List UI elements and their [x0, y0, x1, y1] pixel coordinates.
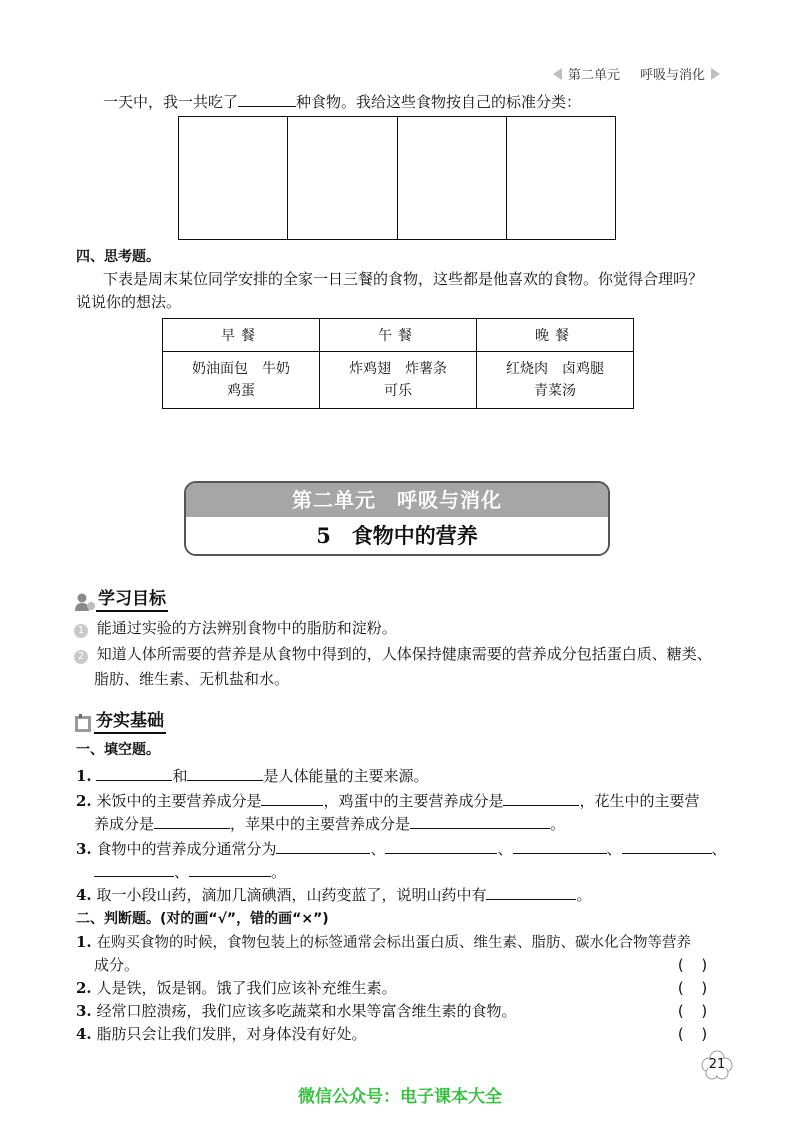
goals-title: 学习目标	[96, 584, 168, 612]
fill-q3: 3. 食物中的营养成分通常分为 、 、 、 、	[76, 840, 727, 858]
goal-item-2-cont: 脂肪、维生素、无机盐和水。	[94, 670, 290, 688]
judge-item-1-cont: 成分。	[94, 956, 140, 974]
answer-blank[interactable]	[385, 839, 497, 854]
judge-paren-2[interactable]: ( )	[676, 979, 710, 997]
left-triangle-icon	[553, 68, 562, 80]
judge-item-4: 4. 脂肪只会让我们发胖，对身体没有好处。	[76, 1025, 367, 1043]
classification-cell[interactable]	[507, 117, 615, 239]
meal-header-lunch: 午餐	[320, 319, 477, 352]
unit-banner-title: 第二单元 呼吸与消化	[186, 483, 608, 517]
header-unit: 第二单元	[567, 68, 620, 83]
food-count-blank[interactable]	[238, 92, 296, 107]
lesson-title: 5 食物中的营养	[186, 517, 608, 554]
answer-blank[interactable]	[486, 885, 576, 900]
running-header	[553, 64, 720, 83]
number-badge-icon: 2	[74, 650, 88, 664]
page-number: 21	[700, 1050, 734, 1080]
number-badge-icon: 1	[74, 624, 88, 638]
food-count-line: 一天中，我一共吃了 种食物。我给这些食物按自己的标准分类：	[103, 93, 582, 111]
fill-q4: 4. 取一小段山药，滴加几滴碘酒，山药变蓝了，说明山药中有 。	[76, 886, 592, 904]
meal-header-dinner: 晚餐	[477, 319, 634, 352]
classification-grid	[178, 116, 616, 240]
goals-heading	[74, 584, 168, 612]
judge-item-3: 3. 经常口腔溃疡，我们应该多吃蔬菜和水果等富含维生素的食物。	[76, 1002, 517, 1020]
judge-item-1: 1. 在购买食物的时候，食物包装上的标签通常会标出蛋白质、维生素、脂肪、碳水化合物等营养	[76, 933, 691, 951]
person-icon	[74, 592, 96, 612]
answer-blank[interactable]	[189, 862, 271, 877]
answer-blank[interactable]	[94, 862, 174, 877]
classification-cell[interactable]	[288, 117, 397, 239]
right-triangle-icon	[711, 68, 720, 80]
judge-item-2: 2. 人是铁，饭是钢。饿了我们应该补充维生素。	[76, 979, 397, 997]
answer-blank[interactable]	[261, 791, 323, 806]
fill-q3-cont: 、 。	[94, 861, 286, 883]
judge-paren-1[interactable]: ( )	[676, 956, 710, 974]
think-heading: 四、思考题。	[76, 249, 160, 265]
header-title: 呼吸与消化	[639, 68, 705, 83]
think-line2: 说说你的想法。	[76, 293, 182, 311]
fill-heading: 一、填空题。	[76, 742, 160, 758]
basics-heading	[74, 706, 166, 734]
answer-blank[interactable]	[154, 814, 230, 829]
fill-q1: 1. 和 是人体能量的主要来源。	[76, 767, 429, 785]
goal-item-2: 2 知道人体所需要的营养是从食物中得到的，人体保持健康需要的营养成分包括蛋白质、糖类、	[74, 643, 712, 665]
meal-cell-breakfast: 奶油面包 牛奶 鸡蛋	[163, 352, 320, 409]
answer-blank[interactable]	[276, 839, 370, 854]
unit-banner	[184, 481, 610, 556]
fill-q2: 2. 米饭中的主要营养成分是 ，鸡蛋中的主要营养成分是 ，花生中的主要营	[76, 792, 700, 810]
meal-header-breakfast: 早餐	[163, 319, 320, 352]
think-line1: 下表是周末某位同学安排的全家一日三餐的食物，这些都是他喜欢的食物。你觉得合理吗？	[103, 270, 704, 288]
answer-blank[interactable]	[622, 839, 712, 854]
judge-paren-3[interactable]: ( )	[676, 1002, 710, 1020]
meal-cell-lunch: 炸鸡翅 炸薯条 可乐	[320, 352, 477, 409]
classification-cell[interactable]	[398, 117, 507, 239]
goal-item-1: 1 能通过实验的方法辨别食物中的脂肪和淀粉。	[74, 617, 397, 639]
notebook-icon	[74, 714, 94, 734]
judge-paren-4[interactable]: ( )	[676, 1025, 710, 1043]
answer-blank[interactable]	[96, 766, 172, 781]
basics-title: 夯实基础	[94, 706, 166, 734]
classification-cell[interactable]	[179, 117, 288, 239]
answer-blank[interactable]	[513, 839, 607, 854]
answer-blank[interactable]	[503, 791, 579, 806]
footer-watermark: 微信公众号：电子课本大全	[298, 1087, 502, 1107]
fill-q2-cont: 养成分是 ，苹果中的主要营养成分是 。	[94, 815, 566, 833]
meals-table	[162, 318, 634, 409]
judge-heading: 二、判断题。(对的画“√”，错的画“×”)	[76, 911, 329, 927]
meal-cell-dinner: 红烧肉 卤鸡腿 青菜汤	[477, 352, 634, 409]
answer-blank[interactable]	[410, 814, 550, 829]
answer-blank[interactable]	[187, 766, 263, 781]
